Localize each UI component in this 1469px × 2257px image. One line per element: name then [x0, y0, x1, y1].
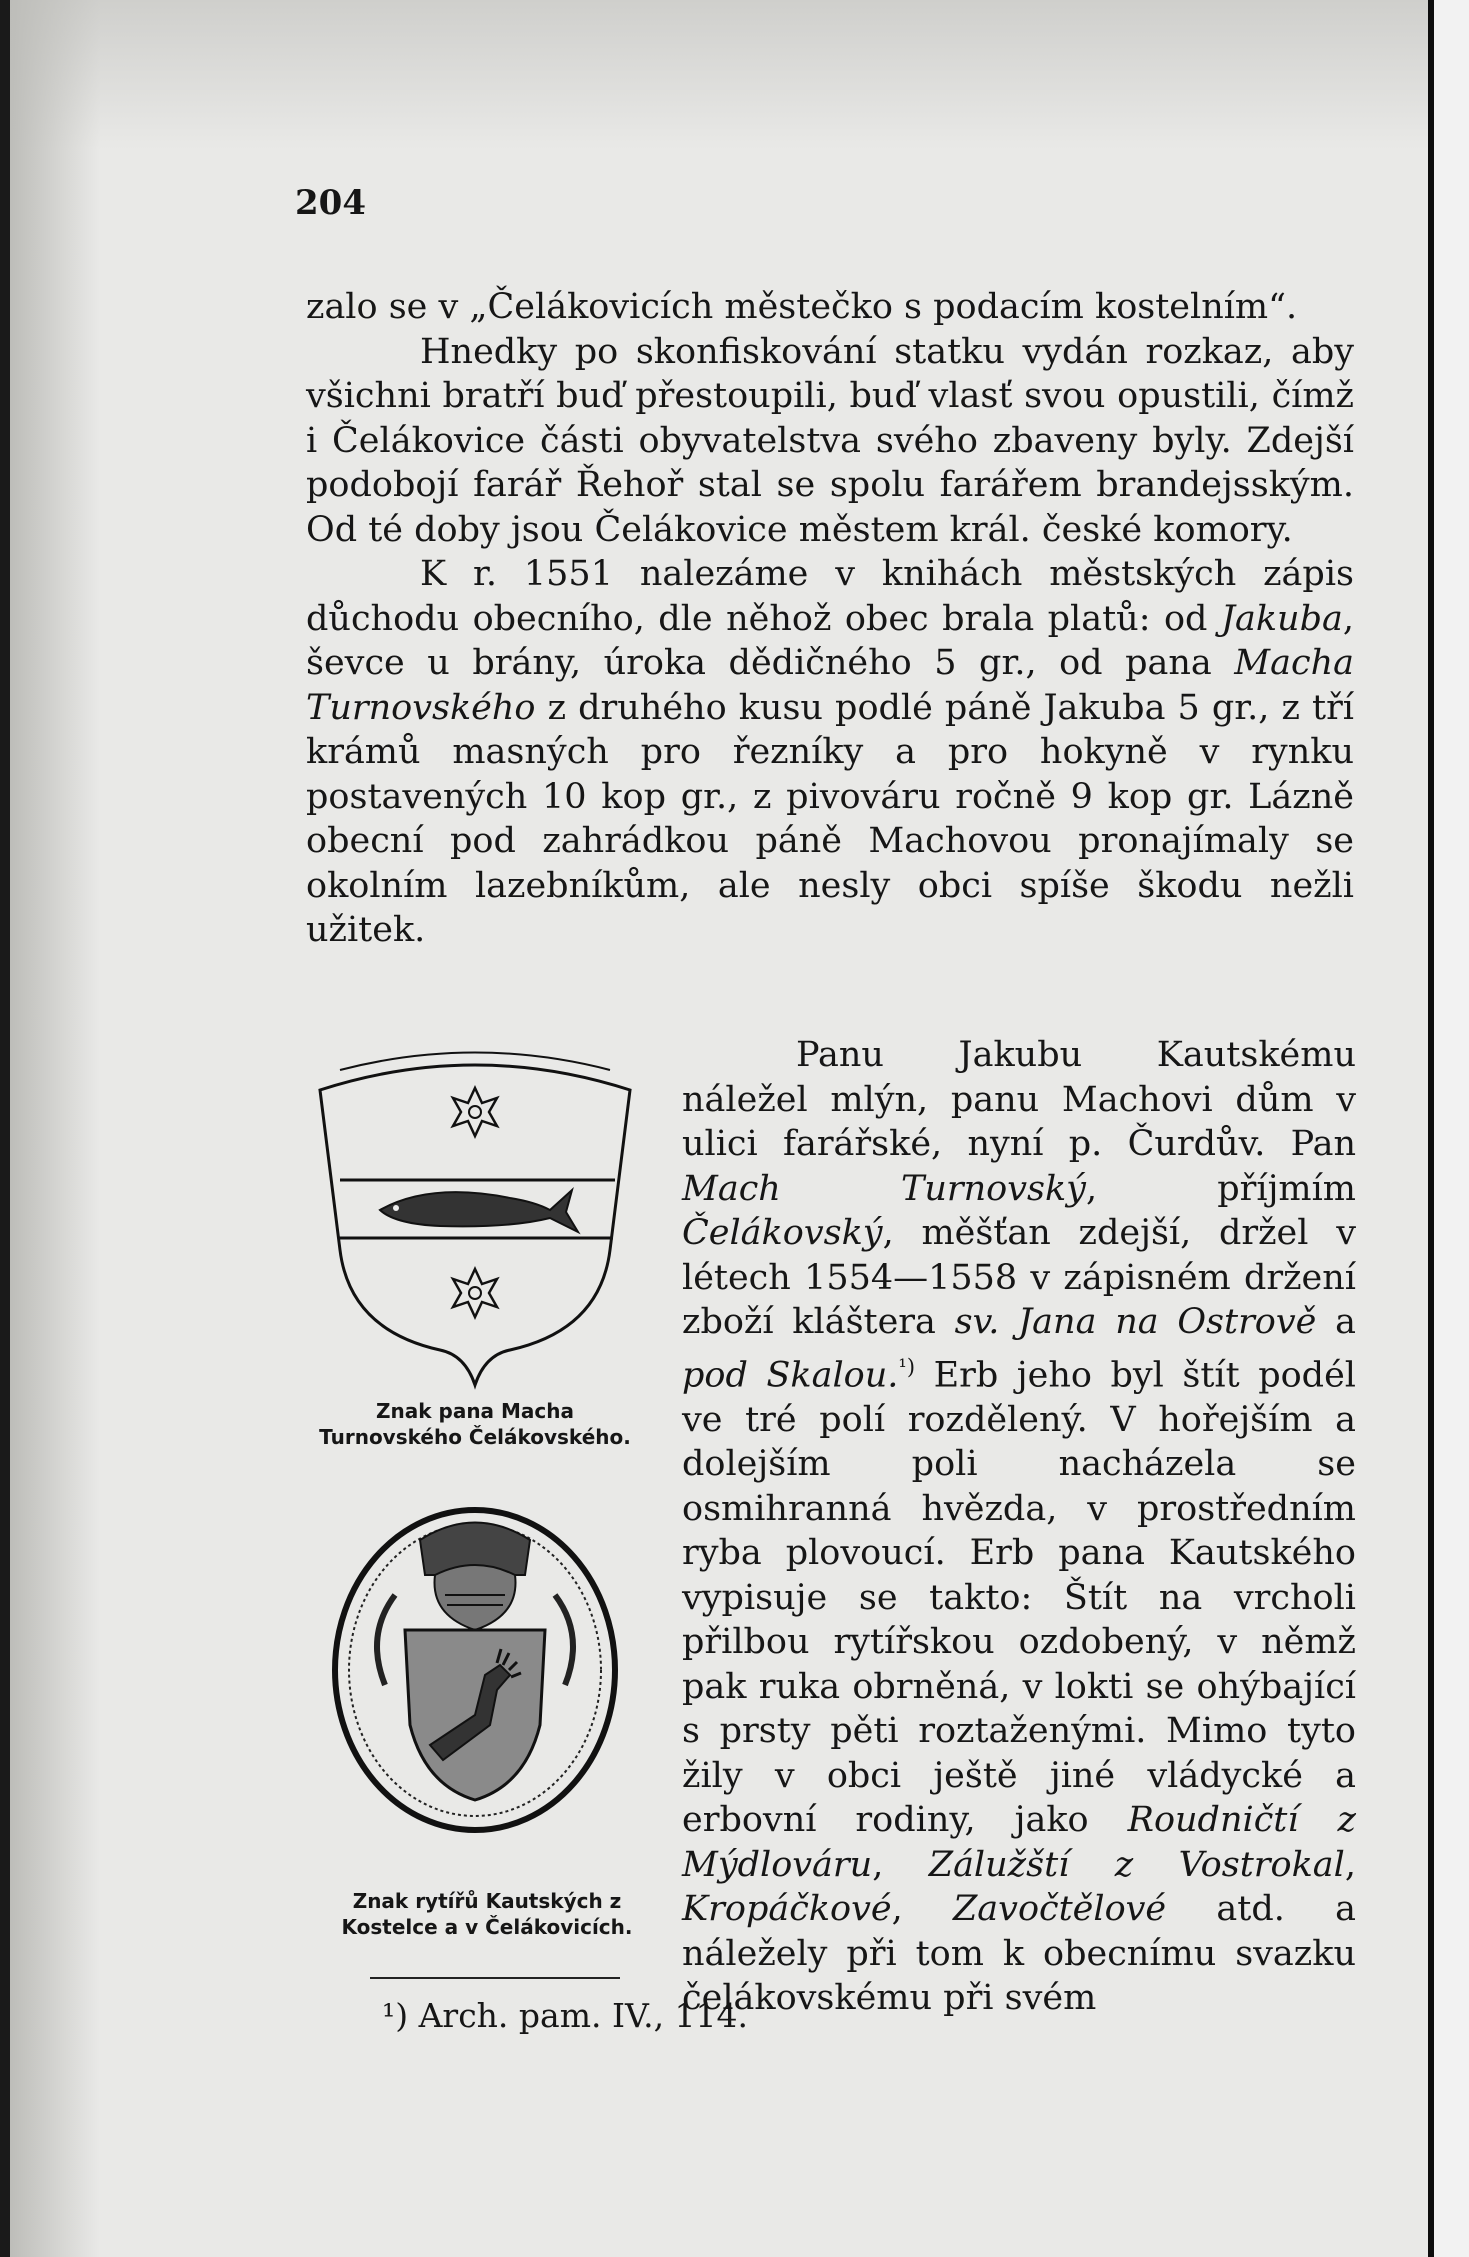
name-zavoctelove: Zavočtělové	[952, 1889, 1167, 1930]
column-text-part: ,	[1344, 1844, 1356, 1885]
column-text-part: ,	[891, 1889, 953, 1930]
name-jakub: Jakuba	[1220, 598, 1343, 639]
name-roudnicti: Roudničtí z Mýdlováru	[682, 1800, 1356, 1885]
name-mach-turnovsky: Mach Turnovský	[682, 1168, 1086, 1209]
column-text-part: Panu Jakubu Kautskému náležel mlýn, panu Machovi dům v ulici farářské, nyní p. Čurdův. Pan	[682, 1035, 1356, 1164]
caption-coat-of-arms-mach: Znak pana Macha Turnovského Čelákovského.	[319, 1399, 631, 1449]
page-shadow-top	[10, 0, 1428, 150]
name-kropackove: Kropáčkové	[682, 1889, 892, 1930]
fish-icon	[380, 1190, 578, 1232]
footnote: ¹) Arch. pam. IV., 114.	[382, 1996, 749, 2035]
column-paragraph	[682, 1033, 1356, 2021]
place-sv-jana-na-ostrove: sv. Jana na Ostrově	[954, 1302, 1317, 1342]
coat-of-arms-mach-illustration	[310, 1050, 640, 1390]
helmet-icon	[420, 1523, 530, 1631]
page-number: 204	[295, 183, 366, 223]
main-text	[306, 285, 1354, 953]
footnote-ref: ¹)	[898, 1354, 916, 1379]
coat-of-arms-kautsky-illustration	[325, 1495, 625, 1835]
name-celakovsky: Čelákovský	[682, 1213, 883, 1253]
page-edge-right	[1428, 0, 1469, 2257]
star-icon	[453, 1269, 497, 1317]
column-text-part: Erb jeho byl štít podél ve tré polí rozdělený. V hořejším a dolejším poli nacházela se osmihranná hvězda, v prostředním ryba plovoucí. Erb pana Kautského vypisuje se takto: Štít na vrcholi přilbou rytířskou ozdobený, v němž pak ruka obrněná, v lokti se ohýbající s prsty pěti roztaženými. Mimo tyto žily v obci ještě jiné vládycké a erbovní rodiny, jako	[682, 1355, 1356, 1841]
paragraph-2: Hnedky po skonfiskování statku vydán rozkaz, aby všichni bratří buď přestoupili, buď vlasť svou opustili, čímž i Čelákovice části obyvatelstva svého zbaveny byly. Zdejší podobojí farář Řehoř stal se spolu farářem brandejsským. Od té doby jsou Čelákovice městem král. české komory.	[306, 331, 1354, 550]
column-text-part: atd. a náležely při tom k obecnímu svazku čelákovskému při svém	[682, 1889, 1356, 2019]
column-text-part: ,	[872, 1844, 929, 1885]
footnote-divider	[370, 1977, 620, 1979]
paragraph-1: zalo se v „Čelákovicích městečko s podacím kostelním“.	[306, 287, 1298, 327]
column-text-part: a	[1316, 1302, 1356, 1342]
column-text	[682, 1033, 1356, 2021]
book-page	[10, 0, 1428, 2257]
name-mach-turnovsky: Macha Turnovského	[306, 643, 1354, 728]
paragraph-3-part: z druhého kusu podlé páně Jakuba 5 gr., z tří krámů masných pro řezníky a pro hokyně v rynku postavených 10 kop gr., z pivováru ročně 9 kop gr. Lázně obecní pod zahrádkou páně Machovou pronajímaly se okolním lazebníkům, ale nesly obci spíše škodu nežli užitek.	[306, 687, 1354, 950]
column-text-part: , příjmím	[1085, 1168, 1356, 1209]
place-pod-skalou: pod Skalou.	[682, 1355, 899, 1396]
paragraph-3	[306, 552, 1354, 953]
paragraph-3-part: K r. 1551 nalezáme v knihách městských zápis důchodu obecního, dle něhož obec brala platů: od	[306, 554, 1354, 639]
caption-coat-of-arms-kautsky: Znak rytířů Kautských z Kostelce a v Čelákovicích.	[341, 1889, 633, 1939]
star-icon	[453, 1088, 497, 1136]
page-shadow-left	[10, 0, 100, 2257]
name-zaluzsti: Zálužští z Vostrokal	[928, 1844, 1345, 1885]
column-text-part: , měšťan zdejší, držel v létech 1554—1558 v zápisném držení zboží kláštera	[682, 1213, 1356, 1342]
paragraph-3-part: , ševce u brány, úroka dědičného 5 gr., od pana	[306, 598, 1354, 683]
